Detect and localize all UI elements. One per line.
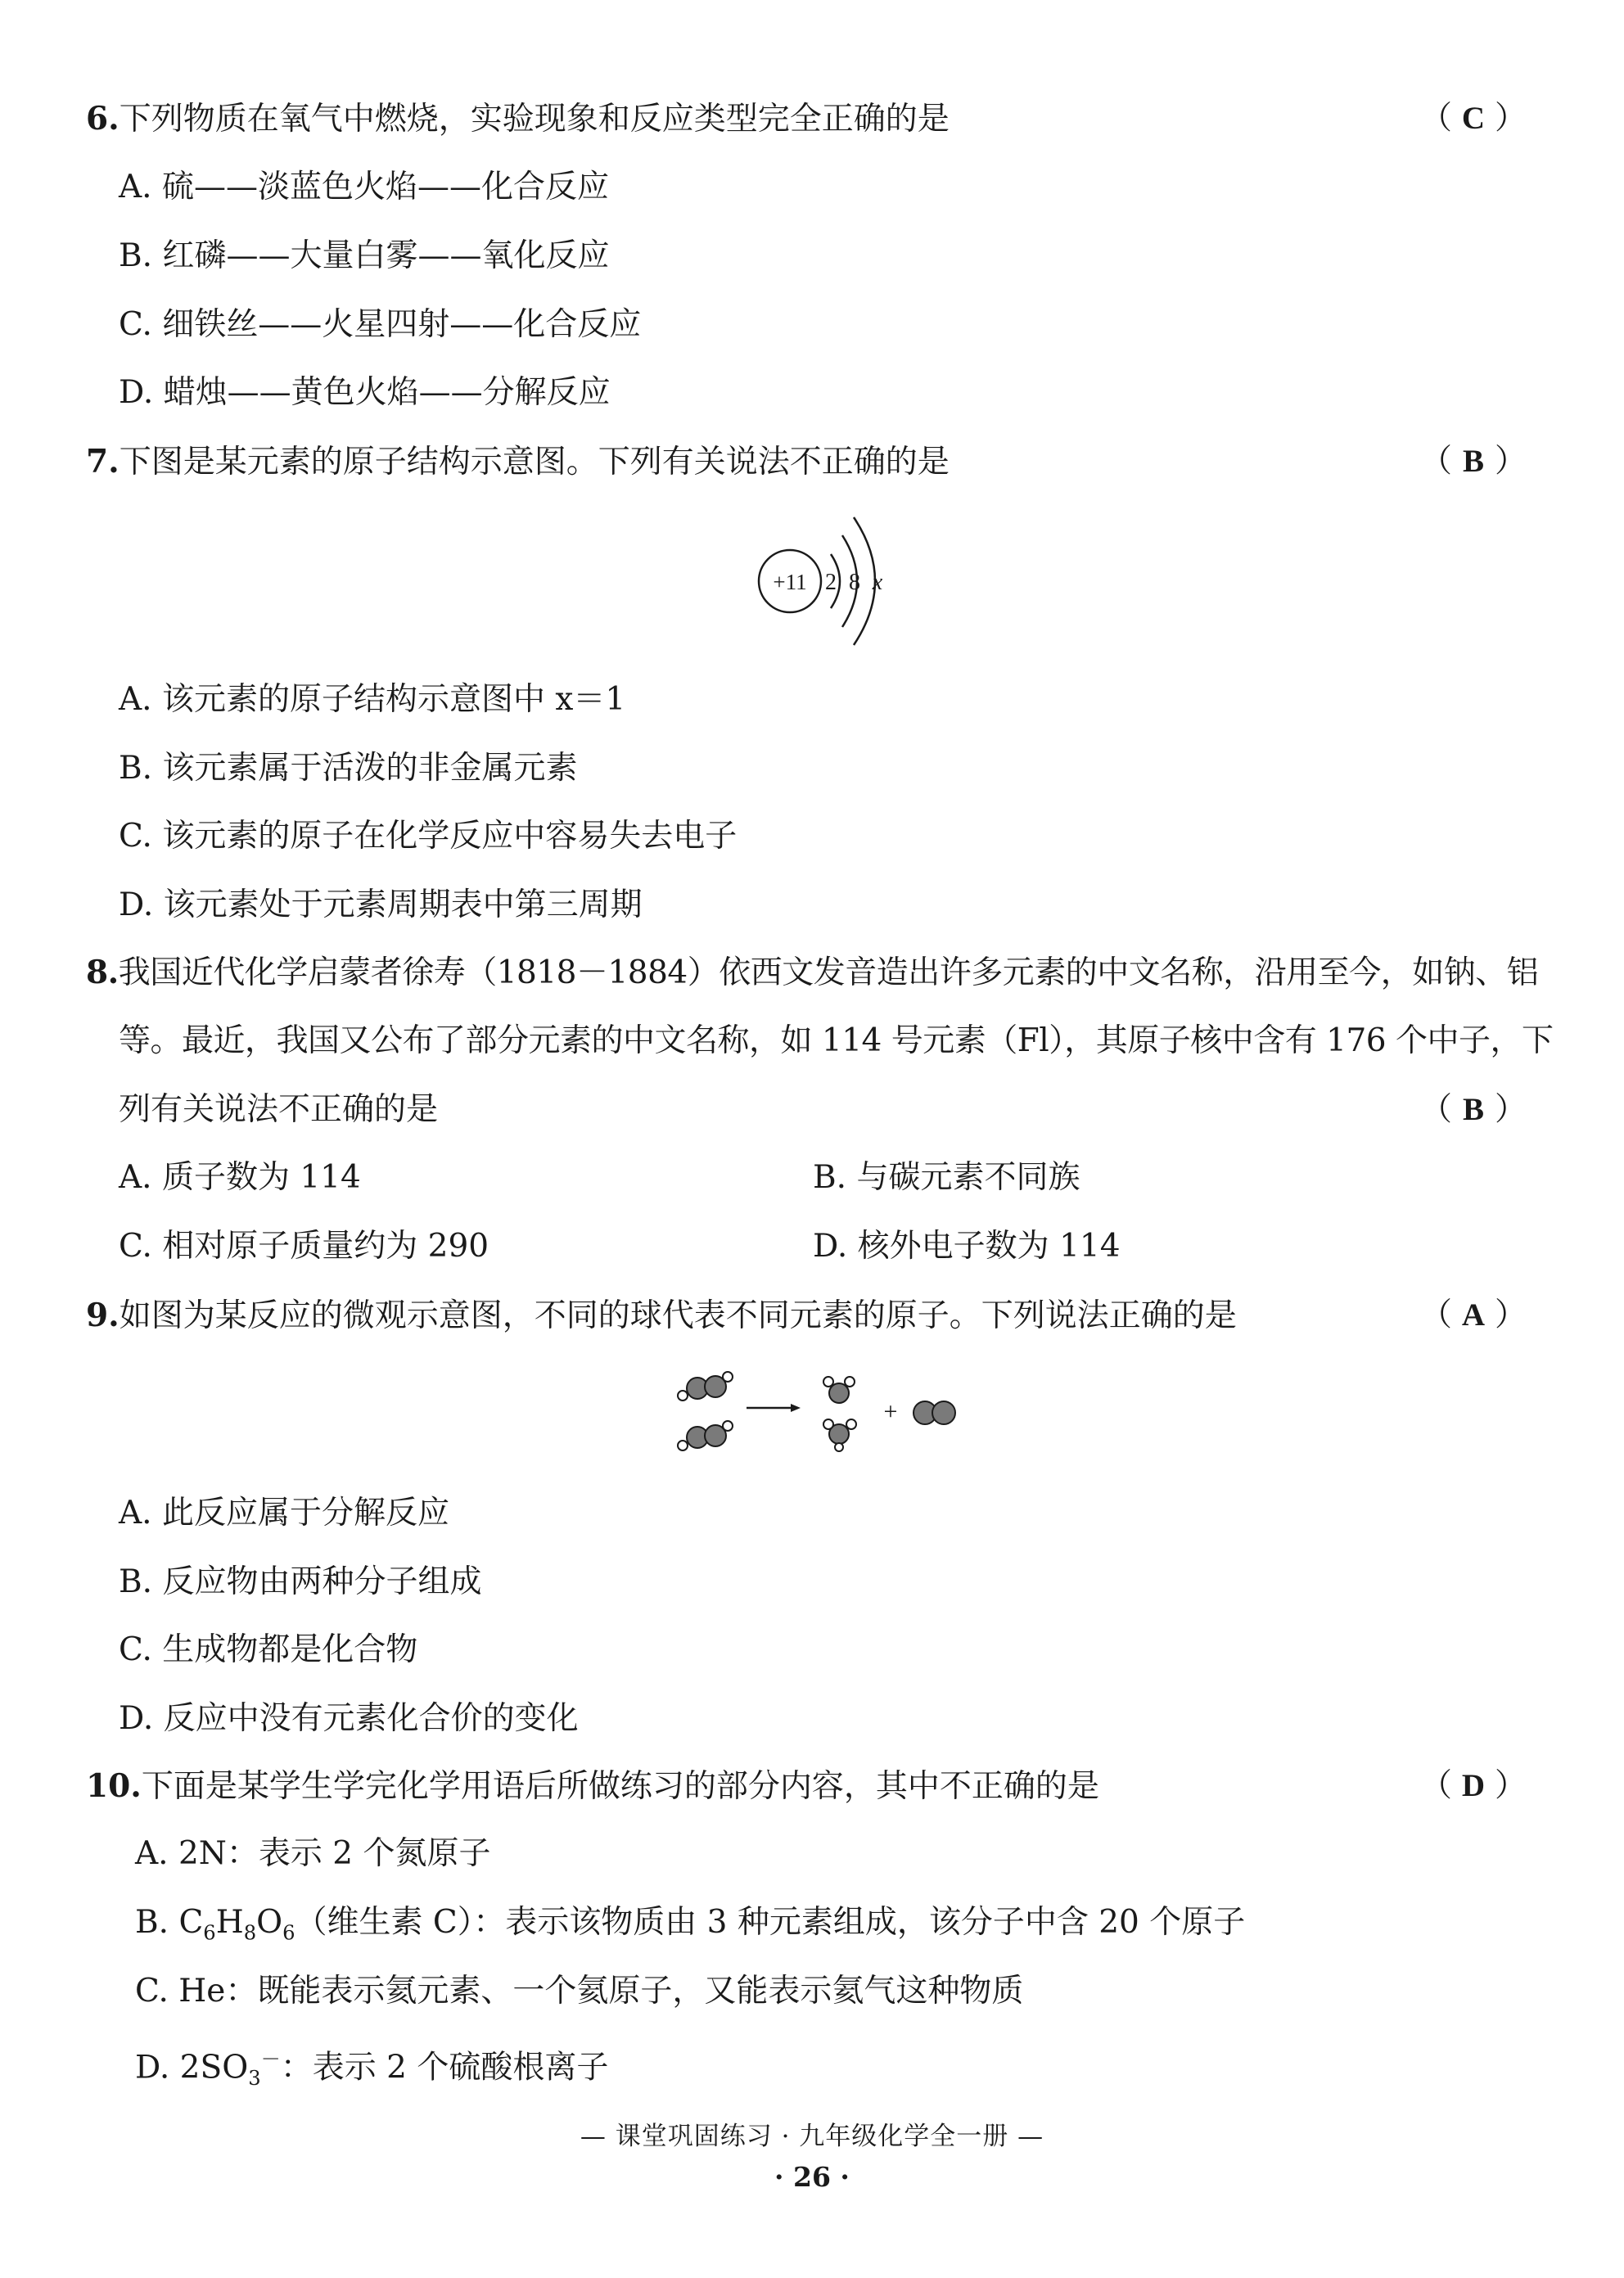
question-9-answer bbox=[1420, 1295, 1527, 1336]
question-8-option-a: A. 质子数为 114 bbox=[119, 1159, 361, 1196]
question-7-option-d: D. 该元素处于元素周期表中第三周期 bbox=[119, 886, 643, 923]
answer-bracket-open: （ bbox=[1420, 1297, 1453, 1333]
product-molecule-3 bbox=[914, 1401, 955, 1424]
question-10-answer bbox=[1420, 1766, 1527, 1807]
nucleus-charge: +11 bbox=[773, 570, 807, 594]
question-9-number: 9. bbox=[86, 1297, 120, 1334]
question-10-text: 下面是某学生学完化学用语后所做练习的部分内容，其中不正确的是 bbox=[141, 1768, 1099, 1805]
question-7-option-c: C. 该元素的原子在化学反应中容易失去电子 bbox=[119, 818, 738, 855]
question-7-text: 下图是某元素的原子结构示意图。下列有关说法不正确的是 bbox=[119, 444, 950, 480]
question-9-option-b: B. 反应物由两种分子组成 bbox=[119, 1563, 482, 1600]
question-8-text-1: 我国近代化学启蒙者徐寿（1818－1884）依西文发音造出许多元素的中文名称，沿用至今，如钠、铝 bbox=[118, 954, 1539, 991]
question-6-answer bbox=[1420, 98, 1527, 139]
formula-superscript: － bbox=[260, 2048, 281, 2071]
product-molecule-2 bbox=[823, 1419, 856, 1451]
answer-letter: C bbox=[1461, 101, 1486, 136]
answer-bracket-open: （ bbox=[1420, 100, 1453, 137]
answer-letter: B bbox=[1462, 444, 1484, 479]
answer-bracket-open: （ bbox=[1420, 1091, 1453, 1128]
question-9-option-d: D. 反应中没有元素化合价的变化 bbox=[119, 1700, 579, 1737]
question-6-option-a: A. 硫——淡蓝色火焰——化合反应 bbox=[119, 169, 609, 205]
answer-bracket-close: ） bbox=[1494, 443, 1527, 480]
product-molecule-1 bbox=[823, 1377, 855, 1403]
question-8-stem-line-1 bbox=[86, 952, 1538, 994]
answer-letter: B bbox=[1462, 1092, 1484, 1127]
reaction-micro-diagram bbox=[671, 1359, 966, 1457]
question-10-option-b bbox=[135, 1902, 1245, 1953]
question-8-option-c: C. 相对原子质量约为 290 bbox=[119, 1228, 489, 1265]
question-8-answer bbox=[1420, 1089, 1527, 1130]
question-6-stem bbox=[86, 98, 950, 140]
formula-so: D. 2SO bbox=[135, 2049, 249, 2086]
question-9-option-c: C. 生成物都是化合物 bbox=[119, 1631, 418, 1668]
question-6-option-c: C. 细铁丝——火星四射——化合反应 bbox=[119, 306, 642, 343]
question-8-number: 8. bbox=[86, 954, 119, 991]
plus-sign: + bbox=[883, 1398, 898, 1425]
arrow-head-icon bbox=[791, 1404, 801, 1412]
shell-2-electrons: 8 bbox=[849, 570, 860, 595]
question-7-stem bbox=[86, 441, 950, 483]
question-8-option-b: B. 与碳元素不同族 bbox=[813, 1159, 1080, 1196]
formula-o: O bbox=[256, 1904, 283, 1941]
question-10-option-d bbox=[135, 2039, 608, 2099]
shell-1-electrons: 2 bbox=[825, 570, 837, 595]
reactant-molecule-1 bbox=[678, 1372, 733, 1401]
question-8-stem-line-2: 等。最近，我国又公布了部分元素的中文名称，如 114 号元素（Fl），其原子核中含有 176 个中子，下 bbox=[119, 1022, 1554, 1059]
formula-h: H bbox=[215, 1904, 244, 1941]
answer-bracket-close: ） bbox=[1494, 1091, 1527, 1128]
question-7-option-b: B. 该元素属于活泼的非金属元素 bbox=[119, 750, 578, 787]
formula-subscript: 8 bbox=[243, 1921, 257, 1945]
answer-bracket-open: （ bbox=[1420, 1767, 1453, 1804]
formula-c: B. C bbox=[135, 1904, 204, 1941]
reactant-molecule-2 bbox=[678, 1421, 733, 1450]
question-9-option-a: A. 此反应属于分解反应 bbox=[119, 1495, 449, 1531]
question-10-option-a: A. 2N：表示 2 个氮原子 bbox=[135, 1835, 491, 1872]
formula-subscript: 6 bbox=[203, 1921, 216, 1945]
question-7-option-a: A. 该元素的原子结构示意图中 x＝1 bbox=[119, 681, 626, 718]
question-8-option-d: D. 核外电子数为 114 bbox=[813, 1228, 1121, 1265]
option-d-text: ：表示 2 个硫酸根离子 bbox=[280, 2049, 609, 2086]
answer-letter: A bbox=[1461, 1297, 1486, 1333]
question-8-stem-line-3: 列有关说法不正确的是 bbox=[119, 1091, 439, 1128]
question-10-number: 10. bbox=[86, 1767, 142, 1805]
footer-book-title: — 课堂巩固练习 · 九年级化学全一册 — bbox=[580, 2122, 1044, 2151]
question-6-number: 6. bbox=[86, 100, 120, 138]
formula-subscript: 6 bbox=[282, 1921, 295, 1945]
question-6-option-b: B. 红磷——大量白雾——氧化反应 bbox=[119, 237, 610, 274]
page-number: · 26 · bbox=[774, 2161, 850, 2193]
question-10-stem bbox=[86, 1766, 1099, 1807]
option-b-text: （维生素 C）：表示该物质由 3 种元素组成，该分子中含 20 个原子 bbox=[295, 1904, 1246, 1941]
question-9-stem bbox=[86, 1295, 1237, 1337]
question-7-answer bbox=[1420, 441, 1527, 482]
question-7-number: 7. bbox=[86, 443, 120, 480]
atomic-structure-diagram bbox=[749, 507, 896, 651]
question-10-option-c: C. He：既能表示氦元素、一个氦原子，又能表示氦气这种物质 bbox=[135, 1973, 1024, 2010]
formula-subscript: 3 bbox=[248, 2066, 261, 2090]
answer-bracket-close: ） bbox=[1494, 1767, 1527, 1804]
answer-bracket-close: ） bbox=[1494, 1297, 1527, 1333]
answer-letter: D bbox=[1461, 1768, 1486, 1803]
shell-3-electrons: x bbox=[872, 570, 883, 595]
answer-bracket-close: ） bbox=[1494, 100, 1527, 137]
question-6-text: 下列物质在氧气中燃烧，实验现象和反应类型完全正确的是 bbox=[119, 101, 950, 138]
question-6-option-d: D. 蜡烛——黄色火焰——分解反应 bbox=[119, 374, 611, 411]
answer-bracket-open: （ bbox=[1420, 443, 1453, 480]
question-9-text: 如图为某反应的微观示意图，不同的球代表不同元素的原子。下列说法正确的是 bbox=[119, 1297, 1237, 1334]
